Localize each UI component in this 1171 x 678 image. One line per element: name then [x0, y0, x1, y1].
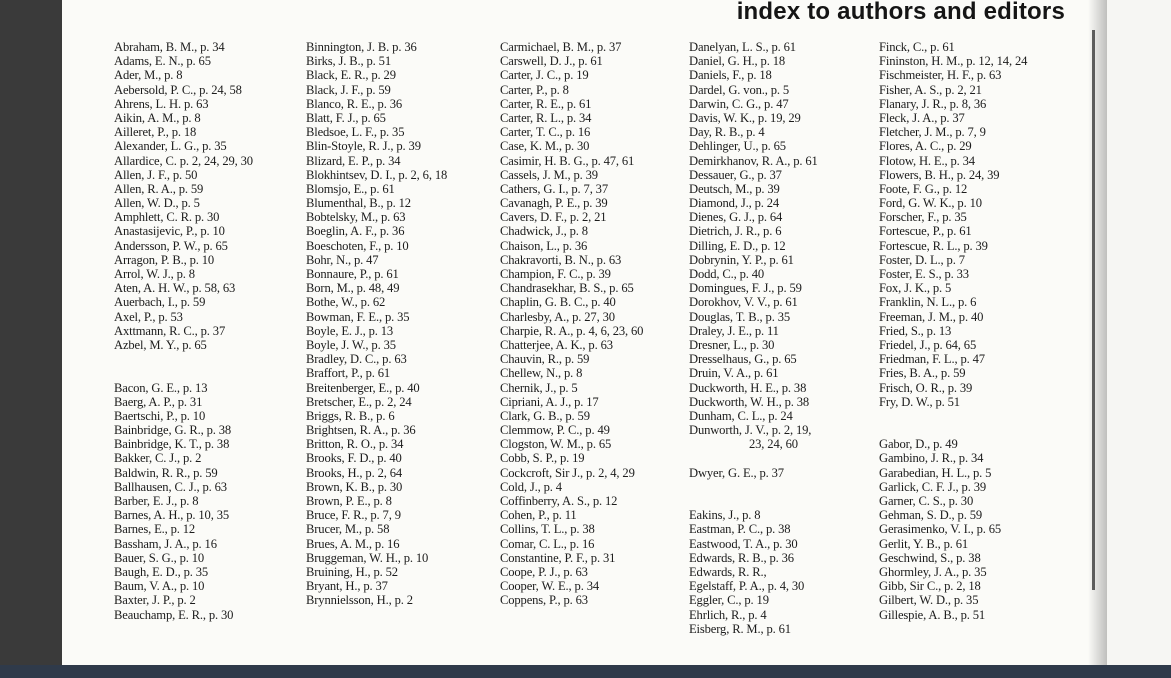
index-entry: Fortescue, R. L., p. 39: [879, 238, 988, 253]
index-entry: Gabor, D., p. 49: [879, 437, 958, 452]
index-entry: Eastman, P. C., p. 38: [689, 522, 791, 537]
index-entry: Carter, P., p. 8: [500, 82, 569, 97]
index-entry: Blanco, R. E., p. 36: [306, 96, 402, 111]
index-entry: Garner, C. S., p. 30: [879, 494, 974, 508]
index-entry: Cavanagh, P. E., p. 39: [500, 196, 608, 211]
index-entry: Ader, M., p. 8: [114, 68, 183, 83]
index-entry: Duckworth, W. H., p. 38: [689, 394, 810, 409]
index-entry: Ehrlich, R., p. 4: [689, 607, 767, 622]
index-entry: Born, M., p. 48, 49: [306, 281, 400, 296]
index-entry: Cobb, S. P., p. 19: [500, 451, 585, 466]
index-entry: Cipriani, A. J., p. 17: [500, 394, 599, 409]
index-entry: Coppens, P., p. 63: [500, 593, 588, 608]
index-entry: Draley, J. E., p. 11: [689, 323, 779, 338]
index-entry: Bainbridge, G. R., p. 38: [114, 423, 232, 438]
index-entry: Anastasijevic, P., p. 10: [114, 224, 225, 239]
index-entry: Chauvin, R., p. 59: [500, 352, 590, 367]
index-entry: Dobrynin, Y. P., p. 61: [689, 252, 794, 267]
index-entry: Geschwind, S., p. 38: [879, 550, 981, 565]
index-entry: Cohen, P., p. 11: [500, 508, 577, 523]
index-entry: Dietrich, J. R., p. 6: [689, 224, 782, 239]
index-entry: Comar, C. L., p. 16: [500, 536, 595, 551]
entry-spacer: [879, 409, 1027, 423]
index-entry: Flores, A. C., p. 29: [879, 139, 972, 154]
index-entry: Auerbach, I., p. 59: [114, 295, 206, 310]
index-entry: Amphlett, C. R. p. 30: [114, 210, 220, 225]
entry-spacer: [689, 494, 818, 508]
index-entry: Brown, K. B., p. 30: [306, 479, 403, 494]
adjacent-page-edge: [1107, 0, 1171, 665]
index-entry: Carmichael, B. M., p. 37: [500, 40, 622, 54]
index-entry: Britton, R. O., p. 34: [306, 437, 404, 452]
entry-spacer: [114, 366, 253, 380]
index-entry: Cold, J., p. 4: [500, 479, 562, 494]
index-entry: Deutsch, M., p. 39: [689, 181, 780, 196]
index-entry: Arrol, W. J., p. 8: [114, 267, 195, 281]
index-entry: Douglas, T. B., p. 35: [689, 309, 790, 324]
index-entry: Brucer, M., p. 58: [306, 522, 390, 537]
index-entry: Gerasimenko, V. I., p. 65: [879, 522, 1002, 537]
index-entry: Boyle, J. W., p. 35: [306, 337, 396, 352]
index-entry: Bruining, H., p. 52: [306, 564, 398, 579]
index-entry: Chaison, L., p. 36: [500, 238, 588, 253]
index-entry: Chellew, N., p. 8: [500, 366, 583, 381]
index-page: [62, 0, 1107, 665]
index-entry: Carter, R. L., p. 34: [500, 110, 592, 125]
index-entry: Allen, J. F., p. 50: [114, 167, 198, 182]
index-entry: Chandrasekhar, B. S., p. 65: [500, 281, 634, 296]
index-entry: Dessauer, G., p. 37: [689, 167, 782, 182]
index-entry: Bainbridge, K. T., p. 38: [114, 437, 230, 452]
index-entry: Champion, F. C., p. 39: [500, 267, 611, 281]
index-entry: Day, R. B., p. 4: [689, 125, 765, 140]
index-entry: Charpie, R. A., p. 4, 6, 23, 60: [500, 323, 644, 338]
index-entry: Fisher, A. S., p. 2, 21: [879, 82, 982, 97]
index-entry: Bassham, J. A., p. 16: [114, 536, 217, 551]
index-entry: Foster, E. S., p. 33: [879, 267, 969, 281]
index-entry: Brooks, H., p. 2, 64: [306, 465, 403, 480]
index-entry: Freeman, J. M., p. 40: [879, 309, 984, 324]
index-entry: Aten, A. H. W., p. 58, 63: [114, 281, 236, 296]
index-entry: Azbel, M. Y., p. 65: [114, 337, 207, 352]
index-entry: Blin-Stoyle, R. J., p. 39: [306, 139, 421, 154]
index-entry: Blumenthal, B., p. 12: [306, 196, 411, 211]
index-entry: Dunworth, J. V., p. 2, 19,: [689, 423, 812, 438]
index-entry: Eisberg, R. M., p. 61: [689, 621, 791, 636]
index-entry: Ghormley, J. A., p. 35: [879, 564, 987, 579]
index-entry: Clark, G. B., p. 59: [500, 408, 590, 423]
index-entry: Barnes, E., p. 12: [114, 522, 196, 537]
index-entry: Domingues, F. J., p. 59: [689, 281, 802, 296]
index-entry: Allen, W. D., p. 5: [114, 196, 200, 211]
index-entry: Demirkhanov, R. A., p. 61: [689, 153, 818, 168]
index-entry: Foster, D. L., p. 7: [879, 252, 965, 267]
index-entry: Aikin, A. M., p. 8: [114, 110, 201, 125]
index-entry: Cathers, G. I., p. 7, 37: [500, 181, 608, 196]
index-entry: Egelstaff, P. A., p. 4, 30: [689, 579, 805, 594]
index-entry: Blatt, F. J., p. 65: [306, 110, 386, 125]
index-entry: Carter, T. C., p. 16: [500, 125, 591, 140]
index-entry: Ford, G. W. K., p. 10: [879, 196, 982, 211]
index-entry: Baum, V. A., p. 10: [114, 579, 205, 594]
index-entry: Gehman, S. D., p. 59: [879, 508, 982, 523]
index-entry: Ahrens, L. H. p. 63: [114, 96, 209, 111]
index-entry: Ailleret, P., p. 18: [114, 125, 197, 140]
index-entry: Frisch, O. R., p. 39: [879, 380, 973, 395]
index-entry: Chadwick, J., p. 8: [500, 224, 588, 239]
index-entry: Cooper, W. E., p. 34: [500, 579, 599, 594]
index-entry: Danelyan, L. S., p. 61: [689, 40, 796, 54]
index-entry: Edwards, R. B., p. 36: [689, 550, 794, 565]
index-column-c: [500, 40, 643, 608]
index-entry: Dienes, G. J., p. 64: [689, 210, 783, 225]
index-entry: Garlick, C. F. J., p. 39: [879, 479, 986, 494]
index-entry: Clogston, W. M., p. 65: [500, 437, 612, 452]
index-entry: Bobtelsky, M., p. 63: [306, 210, 406, 225]
index-entry: Brightsen, R. A., p. 36: [306, 423, 416, 438]
index-entry: Bakker, C. J., p. 2: [114, 451, 202, 466]
index-entry: Ballhausen, C. J., p. 63: [114, 479, 227, 494]
index-entry: Flowers, B. H., p. 24, 39: [879, 167, 1000, 182]
index-entry: Forscher, F., p. 35: [879, 210, 967, 225]
index-entry: Druin, V. A., p. 61: [689, 366, 779, 381]
entry-spacer: [689, 480, 818, 494]
index-entry: Chatterjee, A. K., p. 63: [500, 337, 613, 352]
index-entry: Coope, P. J., p. 63: [500, 564, 588, 579]
index-entry: Brues, A. M., p. 16: [306, 536, 400, 551]
index-entry: Blizard, E. P., p. 34: [306, 153, 401, 168]
index-entry: Barnes, A. H., p. 10, 35: [114, 508, 229, 523]
index-entry: 23, 24, 60: [749, 437, 798, 452]
index-column-b: [306, 40, 447, 608]
index-entry: Gilbert, W. D., p. 35: [879, 593, 979, 608]
index-entry: Blomsjo, E., p. 61: [306, 181, 395, 196]
index-entry: Baldwin, R. R., p. 59: [114, 465, 218, 480]
index-entry: Black, J. F., p. 59: [306, 82, 391, 97]
index-entry: Gerlit, Y. B., p. 61: [879, 536, 969, 551]
index-entry: Fischmeister, H. F., p. 63: [879, 68, 1002, 83]
index-entry: Gibb, Sir C., p. 2, 18: [879, 579, 981, 594]
index-entry: Fortescue, P., p. 61: [879, 224, 972, 239]
entry-spacer: [114, 352, 253, 366]
index-entry: Clemmow, P. C., p. 49: [500, 423, 610, 438]
index-entry: Bonnaure, P., p. 61: [306, 267, 399, 281]
index-entry: Edwards, R. R.,: [689, 564, 767, 579]
index-entry: Black, E. R., p. 29: [306, 68, 396, 83]
index-entry: Brown, P. E., p. 8: [306, 494, 392, 508]
index-entry: Baxter, J. P., p. 2: [114, 593, 196, 608]
index-entry: Aebersold, P. C., p. 24, 58: [114, 82, 242, 97]
index-entry: Beauchamp, E. R., p. 30: [114, 607, 234, 622]
index-entry: Flotow, H. E., p. 34: [879, 153, 975, 168]
index-entry: Cavers, D. F., p. 2, 21: [500, 210, 607, 225]
index-entry: Braffort, P., p. 61: [306, 366, 391, 381]
index-entry: Friedman, F. L., p. 47: [879, 352, 985, 367]
index-entry: Bothe, W., p. 62: [306, 295, 386, 310]
index-entry: Fried, S., p. 13: [879, 323, 952, 338]
index-entry: Baertschi, P., p. 10: [114, 408, 206, 423]
index-entry: Gambino, J. R., p. 34: [879, 451, 984, 466]
entry-spacer: [689, 451, 818, 465]
index-entry: Bretscher, E., p. 2, 24: [306, 394, 412, 409]
index-entry: Garabedian, H. L., p. 5: [879, 465, 992, 480]
entry-spacer: [879, 423, 1027, 437]
index-entry: Bruce, F. R., p. 7, 9: [306, 508, 401, 523]
index-entry: Brooks, F. D., p. 40: [306, 451, 402, 466]
index-entry: Dorokhov, V. V., p. 61: [689, 295, 798, 310]
index-column-d: [689, 40, 818, 636]
index-entry: Dresner, L., p. 30: [689, 337, 775, 352]
index-entry: Daniel, G. H., p. 18: [689, 54, 785, 69]
index-entry: Chaplin, G. B. C., p. 40: [500, 295, 616, 310]
index-entry: Boyle, E. J., p. 13: [306, 323, 394, 338]
index-entry: Fox, J. K., p. 5: [879, 281, 952, 296]
index-entry: Arragon, P. B., p. 10: [114, 252, 215, 267]
index-entry: Fry, D. W., p. 51: [879, 394, 960, 409]
index-entry: Dunham, C. L., p. 24: [689, 408, 793, 423]
index-column-e: [879, 40, 1027, 622]
index-column-a: [114, 40, 253, 622]
index-entry: Constantine, P. F., p. 31: [500, 550, 616, 565]
index-entry: Eastwood, T. A., p. 30: [689, 536, 798, 551]
index-entry: Gillespie, A. B., p. 51: [879, 607, 986, 622]
index-entry: Fininston, H. M., p. 12, 14, 24: [879, 54, 1028, 69]
viewer-bottom-bar: [0, 665, 1171, 678]
index-entry: Baerg, A. P., p. 31: [114, 394, 203, 409]
page-binding-shadow: [1088, 0, 1108, 665]
index-entry: Chakravorti, B. N., p. 63: [500, 252, 622, 267]
index-entry: Carter, R. E., p. 61: [500, 96, 592, 111]
index-entry: Carter, J. C., p. 19: [500, 68, 589, 83]
index-entry: Bruggeman, W. H., p. 10: [306, 550, 429, 565]
index-entry: Barber, E. J., p. 8: [114, 494, 199, 508]
index-entry: Dresselhaus, G., p. 65: [689, 352, 797, 367]
index-entry: Dodd, C., p. 40: [689, 267, 765, 281]
index-entry: Daniels, F., p. 18: [689, 68, 772, 83]
index-entry: Allardice, C. p. 2, 24, 29, 30: [114, 153, 253, 168]
index-entry: Coffinberry, A. S., p. 12: [500, 494, 618, 508]
index-entry: Bacon, G. E., p. 13: [114, 380, 208, 395]
index-entry: Foote, F. G., p. 12: [879, 181, 968, 196]
index-entry: Duckworth, H. E., p. 38: [689, 380, 807, 395]
index-entry: Brynnielsson, H., p. 2: [306, 593, 413, 608]
index-entry: Fleck, J. A., p. 37: [879, 110, 965, 125]
index-entry: Flanary, J. R., p. 8, 36: [879, 96, 987, 111]
index-entry: Bledsoe, L. F., p. 35: [306, 125, 405, 140]
index-entry: Finck, C., p. 61: [879, 40, 955, 54]
index-entry: Binnington, J. B. p. 36: [306, 40, 417, 54]
index-entry: Fletcher, J. M., p. 7, 9: [879, 125, 986, 140]
index-entry: Chernik, J., p. 5: [500, 380, 578, 395]
index-entry: Adams, E. N., p. 65: [114, 54, 211, 69]
index-entry: Franklin, N. L., p. 6: [879, 295, 977, 310]
index-entry: Briggs, R. B., p. 6: [306, 408, 395, 423]
index-entry: Axttmann, R. C., p. 37: [114, 323, 226, 338]
index-entry: Boeglin, A. F., p. 36: [306, 224, 405, 239]
index-entry: Eggler, C., p. 19: [689, 593, 769, 608]
index-entry: Casimir, H. B. G., p. 47, 61: [500, 153, 635, 168]
index-entry: Cockcroft, Sir J., p. 2, 4, 29: [500, 465, 635, 480]
index-entry: Charlesby, A., p. 27, 30: [500, 309, 615, 324]
index-entry: Alexander, L. G., p. 35: [114, 139, 227, 154]
index-entry: Abraham, B. M., p. 34: [114, 40, 225, 54]
index-entry: Birks, J. B., p. 51: [306, 54, 391, 69]
index-entry: Allen, R. A., p. 59: [114, 181, 204, 196]
index-entry: Darwin, C. G., p. 47: [689, 96, 789, 111]
index-entry: Eakins, J., p. 8: [689, 508, 761, 523]
index-entry: Axel, P., p. 53: [114, 309, 183, 324]
index-entry: Andersson, P. W., p. 65: [114, 238, 228, 253]
index-entry: Dilling, E. D., p. 12: [689, 238, 786, 253]
index-entry: Bohr, N., p. 47: [306, 252, 379, 267]
index-entry: Bauer, S. G., p. 10: [114, 550, 205, 565]
index-entry: Bryant, H., p. 37: [306, 579, 388, 594]
index-entry: Friedel, J., p. 64, 65: [879, 337, 977, 352]
index-entry: Cassels, J. M., p. 39: [500, 167, 598, 182]
index-entry: Bowman, F. E., p. 35: [306, 309, 410, 324]
index-entry: Blokhintsev, D. I., p. 2, 6, 18: [306, 167, 448, 182]
index-entry: Dehlinger, U., p. 65: [689, 139, 786, 154]
index-entry: Fries, B. A., p. 59: [879, 366, 966, 381]
index-entry: Breitenberger, E., p. 40: [306, 380, 420, 395]
index-entry: Carswell, D. J., p. 61: [500, 54, 603, 69]
index-entry: Collins, T. L., p. 38: [500, 522, 595, 537]
index-entry: Dardel, G. von., p. 5: [689, 82, 790, 97]
index-entry: Boeschoten, F., p. 10: [306, 238, 409, 253]
page-title: index to authors and editors: [736, 0, 1065, 25]
index-entry: Baugh, E. D., p. 35: [114, 564, 209, 579]
index-entry: Davis, W. K., p. 19, 29: [689, 110, 801, 125]
index-entry: Case, K. M., p. 30: [500, 139, 590, 154]
index-entry: Bradley, D. C., p. 63: [306, 352, 407, 367]
index-entry: Dwyer, G. E., p. 37: [689, 465, 784, 480]
index-entry: Diamond, J., p. 24: [689, 196, 780, 211]
